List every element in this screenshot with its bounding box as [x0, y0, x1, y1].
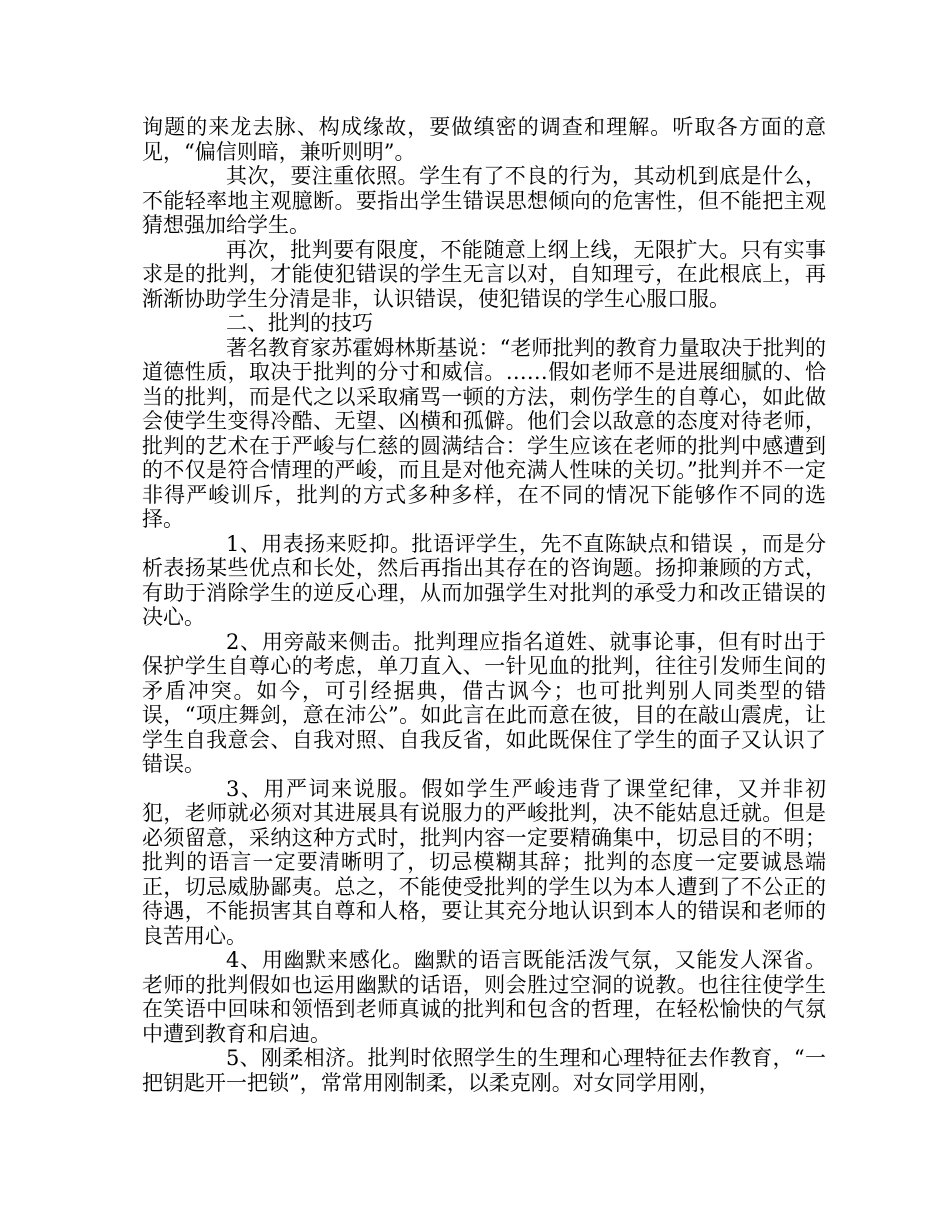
paragraph-secondly: 其次，要注重依照。学生有了不良的行为，其动机到底是什么，不能轻率地主观臆断。要指出学生错误思想倾向的危害性，但不能把主观猜想强加给学生。 [142, 164, 826, 237]
paragraph-quote: 著名教育家苏霍姆林斯基说：“老师批判的教育力量取决于批判的道德性质，取决于批判的分寸和威信。……假如老师不是进展细腻的、恰当的批判，而是代之以采取痛骂一顿的方法，刺伤学生的自尊心，如此做会使学生变得冷酷、无望、凶横和孤僻。他们会以敌意的态度对待老师，批判的艺术在于严峻与仁慈的圆满结合：学生应该在老师的批判中感遭到的不仅是符合情理的严峻，而且是对他充满人性味的关切。”批判并不一定非得严峻训斥，批判的方式多种多样，在不同的情况下能够作不同的选择。 [142, 335, 826, 531]
paragraph-item-1: 1、用表扬来贬抑。批语评学生，先不直陈缺点和错误 ，而是分析表扬某些优点和长处，然后再指出其存在的咨询题。扬抑兼顾的方式，有助于消除学生的逆反心理，从而加强学生对批判的承受力和改正错误的决心。 [142, 531, 826, 629]
paragraph-item-3: 3、用严词来说服。假如学生严峻违背了课堂纪律，又并非初犯，老师就必须对其进展具有说服力的严峻批判，决不能姑息迁就。但是必须留意，采纳这种方式时，批判内容一定要精确集中，切忌目的不明；批判的语言一定要清晰明了，切忌模糊其辞；批判的态度一定要诚恳端正，切忌威胁鄙夷。总之，不能使受批判的学生以为本人遭到了不公正的待遇，不能损害其自尊和人格，要让其充分地认识到本人的错误和老师的良苦用心。 [142, 776, 826, 948]
paragraph-continuation: 询题的来龙去脉、构成缘故，要做缜密的调查和理解。听取各方面的意见，“偏信则暗，兼听则明”。 [142, 115, 826, 164]
paragraph-item-5: 5、刚柔相济。批判时依照学生的生理和心理特征去作教育，“一把钥匙开一把锁”，常常用刚制柔，以柔克刚。对女同学用刚， [142, 1046, 826, 1095]
paragraph-thirdly: 再次，批判要有限度，不能随意上纲上线，无限扩大。只有实事求是的批判，才能使犯错误的学生无言以对，自知理亏，在此根底上，再渐渐协助学生分清是非，认识错误，使犯错误的学生心服口服。 [142, 237, 826, 311]
section-heading: 二、批判的技巧 [226, 311, 373, 335]
paragraph-item-4: 4、用幽默来感化。幽默的语言既能活泼气氛，又能发人深省。老师的批判假如也运用幽默的话语，则会胜过空洞的说教。也往往使学生在笑语中回味和领悟到老师真诚的批判和包含的哲理，在轻松愉快的气氛中遭到教育和启迪。 [142, 948, 826, 1046]
paragraph-item-2: 2、用旁敲来侧击。批判理应指名道姓、就事论事，但有时出于保护学生自尊心的考虑，单刀直入、一针见血的批判，往往引发师生间的矛盾冲突。如今，可引经据典，借古讽今；也可批判别人同类型的错误，“项庄舞剑，意在沛公”。如此言在此而意在彼，目的在敲山震虎，让学生自我意会、自我对照、自我反省，如此既保住了学生的面子又认识了错误。 [142, 629, 826, 776]
document-body [142, 115, 826, 1095]
